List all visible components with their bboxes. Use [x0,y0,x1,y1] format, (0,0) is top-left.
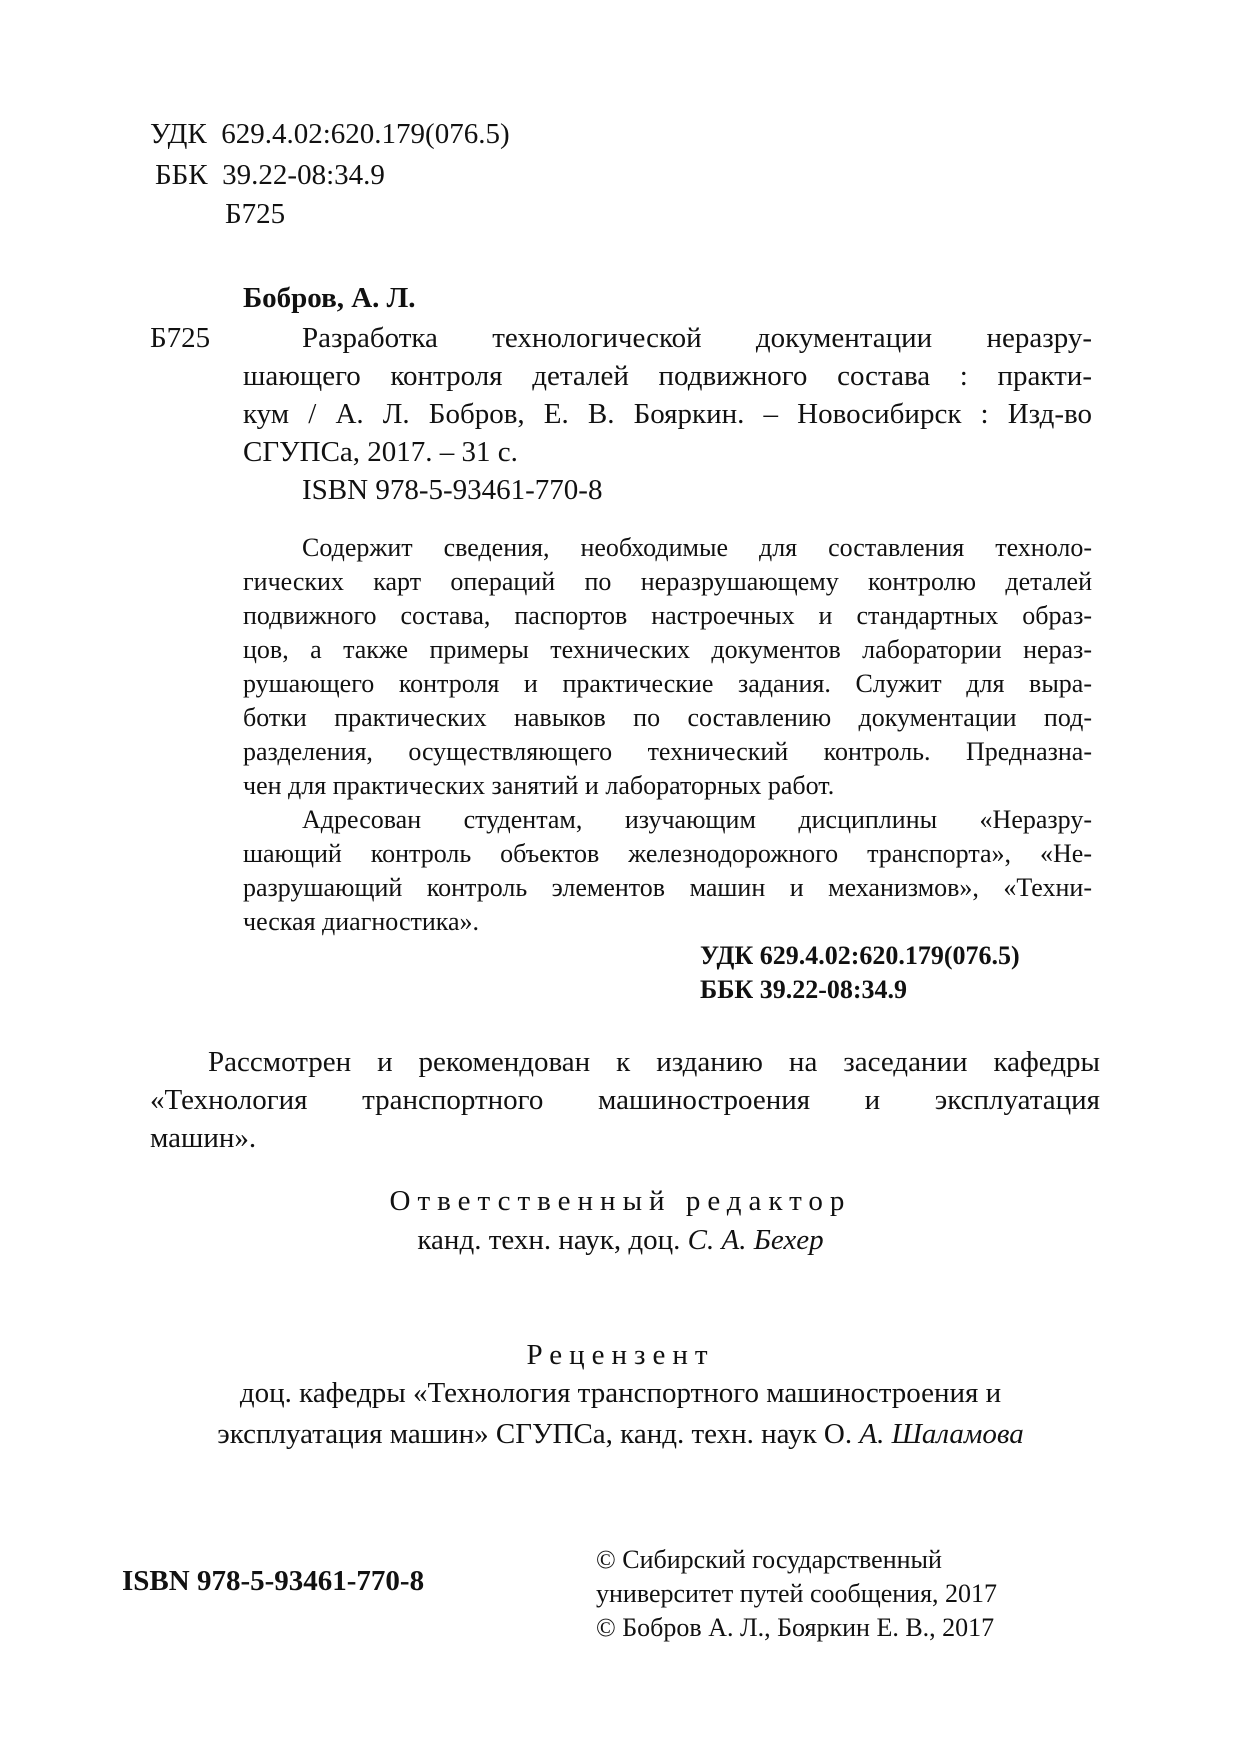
bib-line: СГУПСа, 2017. – 31 с. [243,436,518,468]
editor-heading: Ответственный редактор [389,1185,852,1217]
bib-isbn: ISBN 978-5-93461-770-8 [302,474,603,506]
approval-line: Рассмотрен и рекомендован к изданию на заседании кафедры [208,1046,1100,1078]
annotation-line: рушающего контроля и практические задания. Служит для выра- [243,669,1092,698]
annotation-line: Содержит сведения, необходимые для составления техноло- [302,533,1092,562]
annotation-line: подвижного состава, паспортов настроечных и стандартных образ- [243,601,1092,630]
footer-isbn: ISBN 978-5-93461-770-8 [122,1565,425,1597]
approval-line: «Технология транспортного машиностроения и эксплуатация [150,1084,1100,1116]
author-mark: Б725 [225,198,286,230]
bbk-line [155,159,385,192]
copyright-line: © Бобров А. Л., Бояркин Е. В., 2017 [596,1613,995,1642]
editor-name: С. А. Бехер [687,1224,824,1256]
reviewer-line [0,1418,1241,1451]
approval-line: машин». [150,1122,257,1154]
annotation-line: ческая диагностика». [243,907,480,936]
reviewer-heading: Рецензент [526,1339,715,1371]
udk-line [150,118,510,151]
annotation-line: разрушающий контроль элементов машин и механизмов», «Техни- [243,873,1092,902]
annotation-line: чен для практических занятий и лабораторных работ. [243,771,835,800]
annotation-udk: УДК 629.4.02:620.179(076.5) [700,941,1020,970]
udk-label: УДК [150,118,207,150]
copyright-line: университет путей сообщения, 2017 [596,1579,998,1608]
annotation-line: Адресован студентам, изучающим дисциплины «Неразру- [302,805,1092,834]
bib-line: шающего контроля деталей подвижного состава : практи- [243,360,1092,392]
reviewer-name: А. Шаламова [859,1418,1024,1450]
annotation-bbk: ББК 39.22-08:34.9 [700,975,908,1004]
reviewer-affiliation: эксплуатация машин» СГУПСа, канд. техн. наук О. [217,1418,860,1450]
reviewer-line: доц. кафедры «Технология транспортного машиностроения и [239,1377,1002,1409]
bbk-value: 39.22-08:34.9 [222,159,385,191]
bib-line: Разработка технологической документации неразру- [302,322,1092,354]
author-mark-side: Б725 [150,322,211,354]
annotation-line: разделения, осуществляющего технический контроль. Предназна- [243,737,1092,766]
udk-value: 629.4.02:620.179(076.5) [221,118,510,150]
annotation-line: гических карт операций по неразрушающему контролю деталей [243,567,1092,596]
annotation-line: цов, а также примеры технических документов лаборатории нераз- [243,635,1092,664]
editor-title: канд. техн. наук, доц. [417,1224,688,1256]
bbk-label: ББК [155,159,208,191]
copyright-line: © Сибирский государственный [596,1545,942,1574]
editor-line [0,1224,1241,1257]
author-heading: Бобров, А. Л. [243,282,416,314]
annotation-line: ботки практических навыков по составлению документации под- [243,703,1092,732]
bib-line: кум / А. Л. Бобров, Е. В. Бояркин. – Новосибирск : Изд-во [243,398,1092,430]
annotation-line: шающий контроль объектов железнодорожного транспорта», «Не- [243,839,1092,868]
